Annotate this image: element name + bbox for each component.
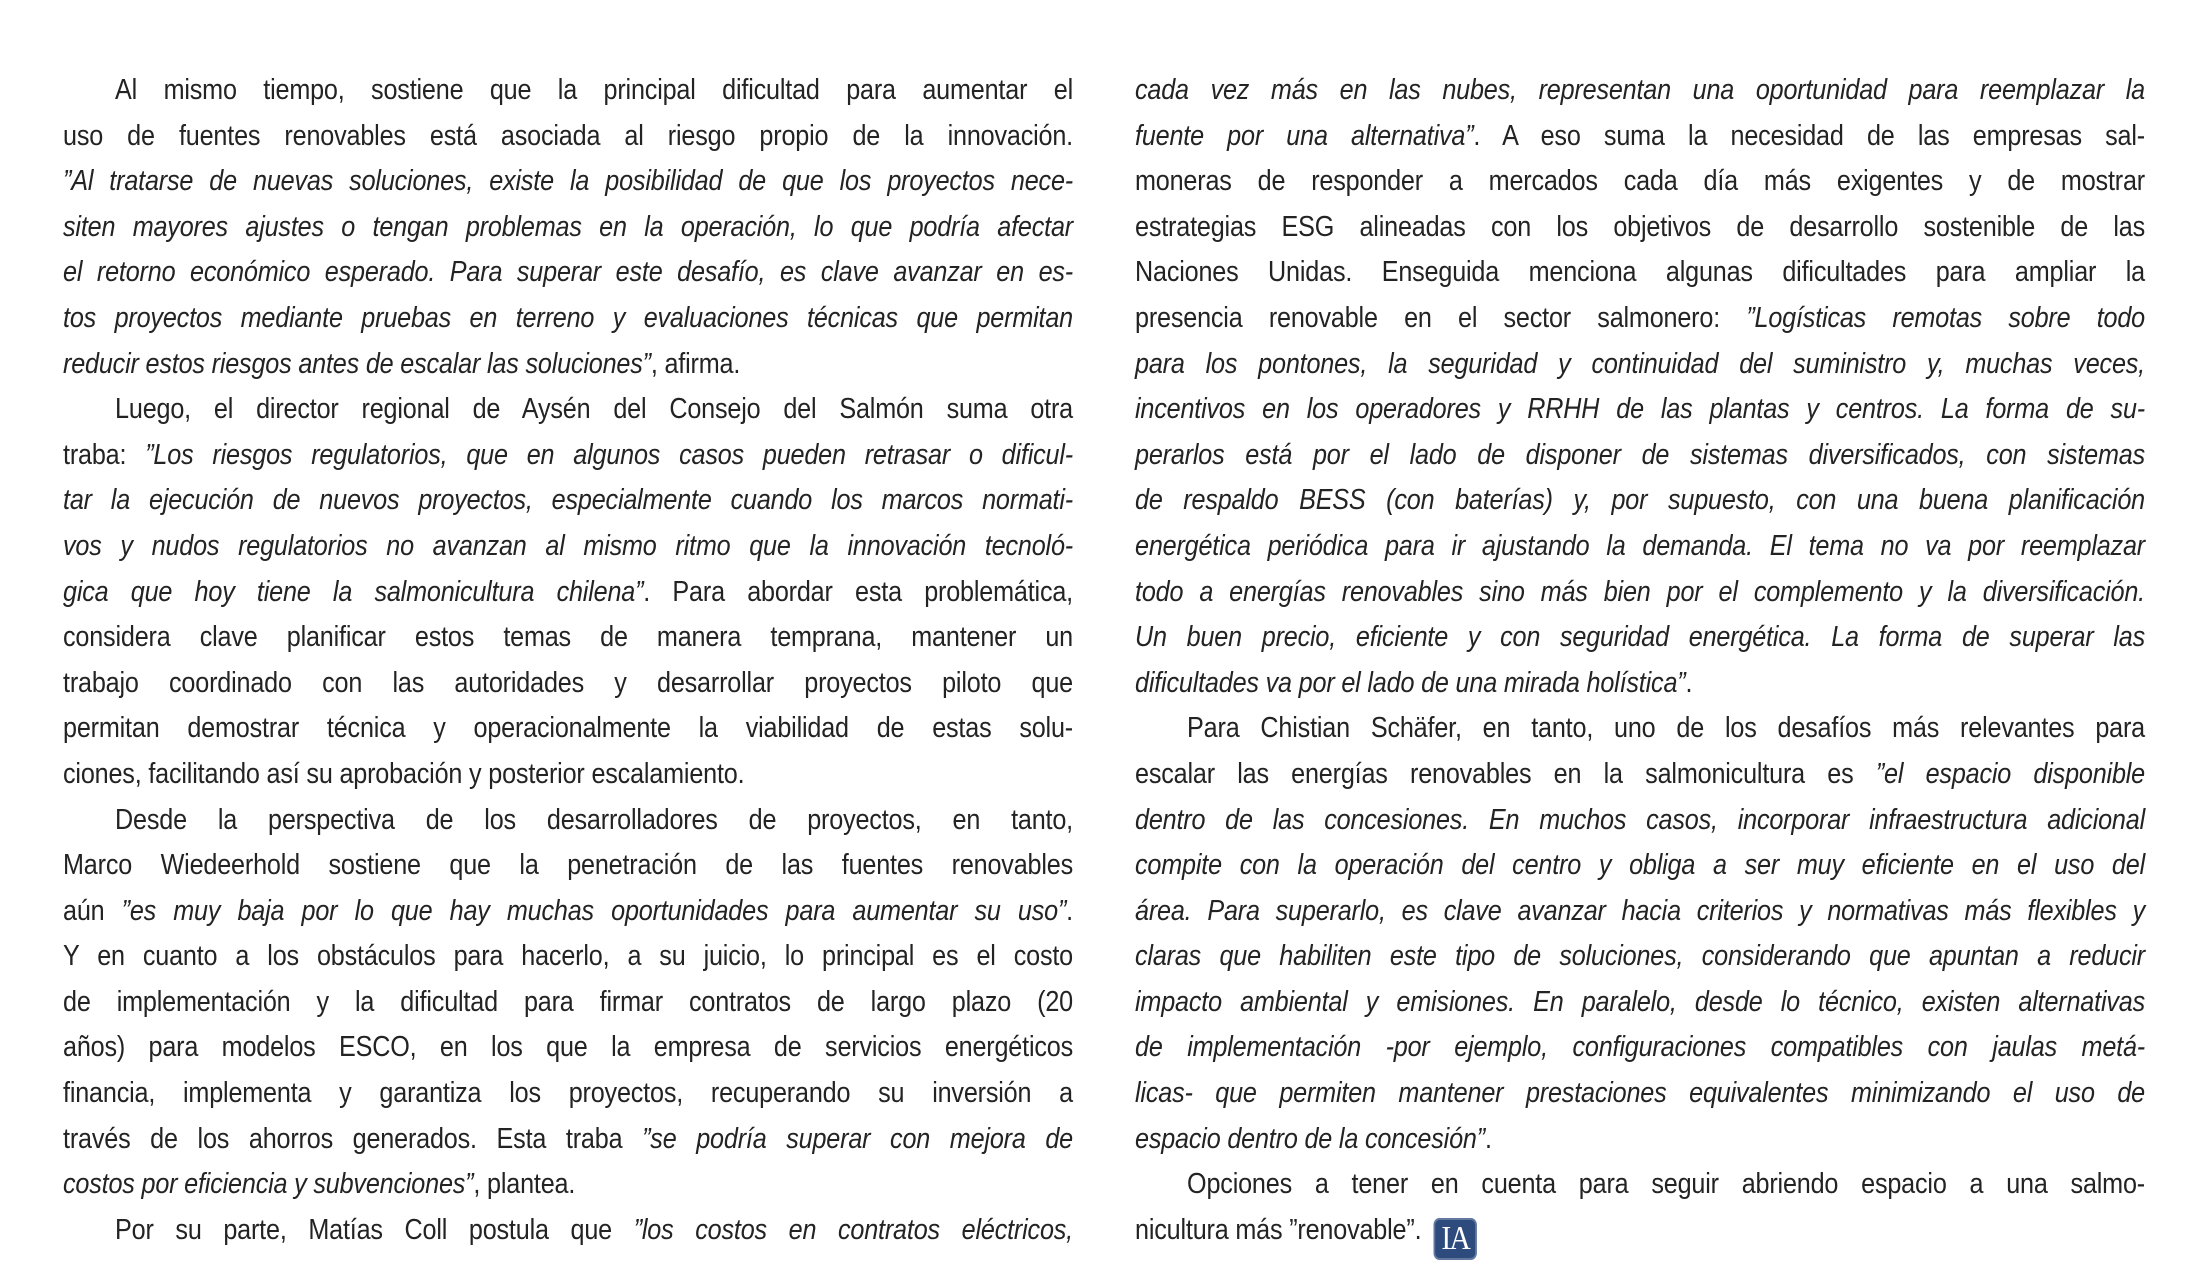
text-run: Marco Wiedeerhold sostiene que la penetración de las fuentes renovables — [63, 849, 1074, 882]
text-line — [1135, 980, 2145, 1026]
text-run: años) para modelos ESCO, en los que la empresa de servicios energéticos — [63, 1031, 1074, 1064]
text-line — [1135, 159, 2145, 205]
text-line — [63, 250, 1073, 296]
text-run: permitan demostrar técnica y operacionalmente la viabilidad de estas solu- — [63, 712, 1074, 745]
text-run: . — [1685, 666, 1693, 699]
text-run: , afirma. — [650, 347, 741, 380]
quote-text-run: ”Los riesgos regulatorios, que en algunos casos pueden retrasar o dificul- — [145, 438, 1074, 471]
text-line — [63, 843, 1073, 889]
quote-text-run: todo a energías renovables sino más bien por el complemento y la diversificación. — [1135, 575, 2146, 608]
text-line — [1135, 296, 2145, 342]
text-run: través de los ahorros generados. Esta traba — [63, 1122, 643, 1155]
text-line — [63, 68, 1073, 114]
text-line — [1135, 798, 2145, 844]
quote-text-run: costos por eficiencia y subvenciones” — [63, 1168, 474, 1201]
quote-text-run: incentivos en los operadores y RRHH de las plantas y centros. La forma de su- — [1135, 393, 2146, 426]
quote-text-run: dificultades va por el lado de una mirada holística” — [1135, 666, 1686, 699]
text-run: escalar las energías renovables en la salmonicultura es — [1135, 757, 1876, 790]
text-run: financia, implementa y garantiza los proyectos, recuperando su inversión a — [63, 1077, 1074, 1110]
text-column-right — [1135, 68, 2146, 1257]
quote-text-run: gica que hoy tiene la salmonicultura chilena” — [63, 575, 644, 608]
quote-text-run: siten mayores ajustes o tengan problemas en la operación, lo que podría afectar — [63, 210, 1074, 243]
text-run: presencia renovable en el sector salmonero: — [1135, 301, 1747, 334]
quote-text-run: ”es muy baja por lo que hay muchas oportunidades para aumentar su uso” — [121, 894, 1067, 927]
text-line — [1135, 114, 2145, 160]
text-line — [63, 478, 1073, 524]
text-line — [1135, 387, 2145, 433]
text-line — [63, 570, 1073, 616]
text-run: estrategias ESG alineadas con los objetivos de desarrollo sostenible de las — [1135, 210, 2146, 243]
text-line — [1135, 889, 2145, 935]
text-run: trabajo coordinado con las autoridades y desarrollar proyectos piloto que — [63, 666, 1074, 699]
text-line — [63, 752, 1073, 798]
quote-text-run: cada vez más en las nubes, representan una oportunidad para reemplazar la — [1135, 74, 2146, 106]
text-run: . — [1484, 1122, 1492, 1155]
text-line — [63, 889, 1073, 935]
text-line — [63, 205, 1073, 251]
text-run: nicultura más ”renovable”. — [1135, 1213, 1422, 1246]
quote-text-run: licas- que permiten mantener prestaciones equivalentes minimizando el uso de — [1135, 1077, 2146, 1110]
text-line — [63, 342, 1073, 388]
text-line — [1135, 843, 2145, 889]
quote-text-run: perarlos está por el lado de disponer de sistemas diversificados, con sistemas — [1135, 438, 2146, 471]
quote-text-run: espacio dentro de la concesión” — [1135, 1122, 1485, 1155]
text-run: ciones, facilitando así su aprobación y posterior escalamiento. — [63, 757, 745, 790]
text-line — [1135, 1208, 2145, 1257]
text-run: moneras de responder a mercados cada día más exigentes y de mostrar — [1135, 165, 2146, 198]
quote-text-run: claras que habiliten este tipo de soluciones, considerando que apuntan a reducir — [1135, 940, 2146, 973]
text-run: considera clave planificar estos temas de manera temprana, mantener un — [63, 621, 1074, 654]
text-run: aún — [63, 894, 122, 927]
text-run: Por su parte, Matías Coll postula que — [115, 1213, 634, 1246]
text-line — [63, 980, 1073, 1026]
quote-text-run: ”Al tratarse de nuevas soluciones, existe la posibilidad de que los proyectos nece- — [63, 165, 1074, 198]
text-line — [1135, 478, 2145, 524]
text-line — [63, 1117, 1073, 1163]
text-line — [1135, 68, 2145, 114]
quote-text-run: tos proyectos mediante pruebas en terreno y evaluaciones técnicas que permitan — [63, 301, 1074, 334]
text-run: Al mismo tiempo, sostiene que la principal dificultad para aumentar el — [115, 74, 1074, 106]
text-run: Opciones a tener en cuenta para seguir abriendo espacio a una salmo- — [1187, 1168, 2146, 1201]
text-line — [63, 387, 1073, 433]
text-run: Desde la perspectiva de los desarrolladores de proyectos, en tanto, — [115, 803, 1074, 836]
text-line — [1135, 570, 2145, 616]
text-line — [63, 159, 1073, 205]
quote-text-run: reducir estos riesgos antes de escalar las soluciones” — [63, 347, 651, 380]
text-line — [1135, 706, 2145, 752]
text-line — [63, 114, 1073, 160]
text-run: traba: — [63, 438, 146, 471]
quote-text-run: de implementación -por ejemplo, configuraciones compatibles con jaulas metá- — [1135, 1031, 2146, 1064]
text-run: Para Chistian Schäfer, en tanto, uno de los desafíos más relevantes para — [1187, 712, 2146, 745]
text-run: . A eso suma la necesidad de las empresas sal- — [1473, 119, 2146, 152]
text-line — [1135, 205, 2145, 251]
text-run: . — [1066, 894, 1074, 927]
text-line — [63, 1162, 1073, 1208]
quote-text-run: ”el espacio disponible — [1875, 757, 2146, 790]
quote-text-run: compite con la operación del centro y obliga a ser muy eficiente en el uso del — [1135, 849, 2146, 882]
text-line — [63, 798, 1073, 844]
quote-text-run: impacto ambiental y emisiones. En paralelo, desde lo técnico, existen alternativas — [1135, 985, 2146, 1018]
text-line — [1135, 615, 2145, 661]
text-line — [1135, 524, 2145, 570]
quote-text-run: tar la ejecución de nuevos proyectos, especialmente cuando los marcos normati- — [63, 484, 1074, 517]
text-line — [63, 1025, 1073, 1071]
text-line — [1135, 342, 2145, 388]
quote-text-run: energética periódica para ir ajustando la demanda. El tema no va por reemplazar — [1135, 529, 2146, 562]
text-line — [63, 661, 1073, 707]
text-run: uso de fuentes renovables está asociada al riesgo propio de la innovación. — [63, 119, 1074, 152]
text-line — [63, 1208, 1073, 1254]
text-line — [1135, 1025, 2145, 1071]
text-line — [63, 524, 1073, 570]
text-line — [63, 433, 1073, 479]
quote-text-run: dentro de las concesiones. En muchos casos, incorporar infraestructura adicional — [1135, 803, 2146, 836]
text-line — [1135, 250, 2145, 296]
text-line — [1135, 1162, 2145, 1208]
quote-text-run: ”se podría superar con mejora de — [642, 1122, 1074, 1155]
quote-text-run: Un buen precio, eficiente y con seguridad energética. La forma de superar las — [1135, 621, 2146, 654]
text-line — [63, 934, 1073, 980]
quote-text-run: fuente por una alternativa” — [1135, 119, 1474, 152]
text-line — [63, 1071, 1073, 1117]
quote-text-run: el retorno económico esperado. Para superar este desafío, es clave avanzar en es- — [63, 256, 1074, 289]
quote-text-run: de respaldo BESS (con baterías) y, por supuesto, con una buena planificación — [1135, 484, 2146, 517]
end-of-article-logo: IA — [1434, 1218, 1477, 1260]
quote-text-run: área. Para superarlo, es clave avanzar hacia criterios y normativas más flexibles y — [1135, 894, 2146, 927]
quote-text-run: para los pontones, la seguridad y continuidad del suministro y, muchas veces, — [1135, 347, 2146, 380]
quote-text-run: vos y nudos regulatorios no avanzan al mismo ritmo que la innovación tecnoló- — [63, 529, 1074, 562]
text-run: , plantea. — [473, 1168, 576, 1201]
text-line — [1135, 433, 2145, 479]
text-line — [63, 615, 1073, 661]
text-line — [1135, 661, 2145, 707]
text-line — [63, 296, 1073, 342]
text-line — [1135, 1117, 2145, 1163]
quote-text-run: ”Logísticas remotas sobre todo — [1746, 301, 2145, 334]
text-run: Naciones Unidas. Enseguida menciona algunas dificultades para ampliar la — [1135, 256, 2146, 289]
text-run: Luego, el director regional de Aysén del Consejo del Salmón suma otra — [115, 393, 1074, 426]
text-run: de implementación y la dificultad para firmar contratos de largo plazo (20 — [63, 985, 1074, 1018]
text-line — [1135, 1071, 2145, 1117]
quote-text-run: ”los costos en contratos eléctricos, — [633, 1213, 1074, 1246]
text-run: . Para abordar esta problemática, — [643, 575, 1074, 608]
text-line — [1135, 752, 2145, 798]
text-run: Y en cuanto a los obstáculos para hacerlo, a su juicio, lo principal es el costo — [63, 940, 1074, 973]
text-line — [1135, 934, 2145, 980]
text-line — [63, 706, 1073, 752]
text-column-left — [63, 68, 1073, 1253]
